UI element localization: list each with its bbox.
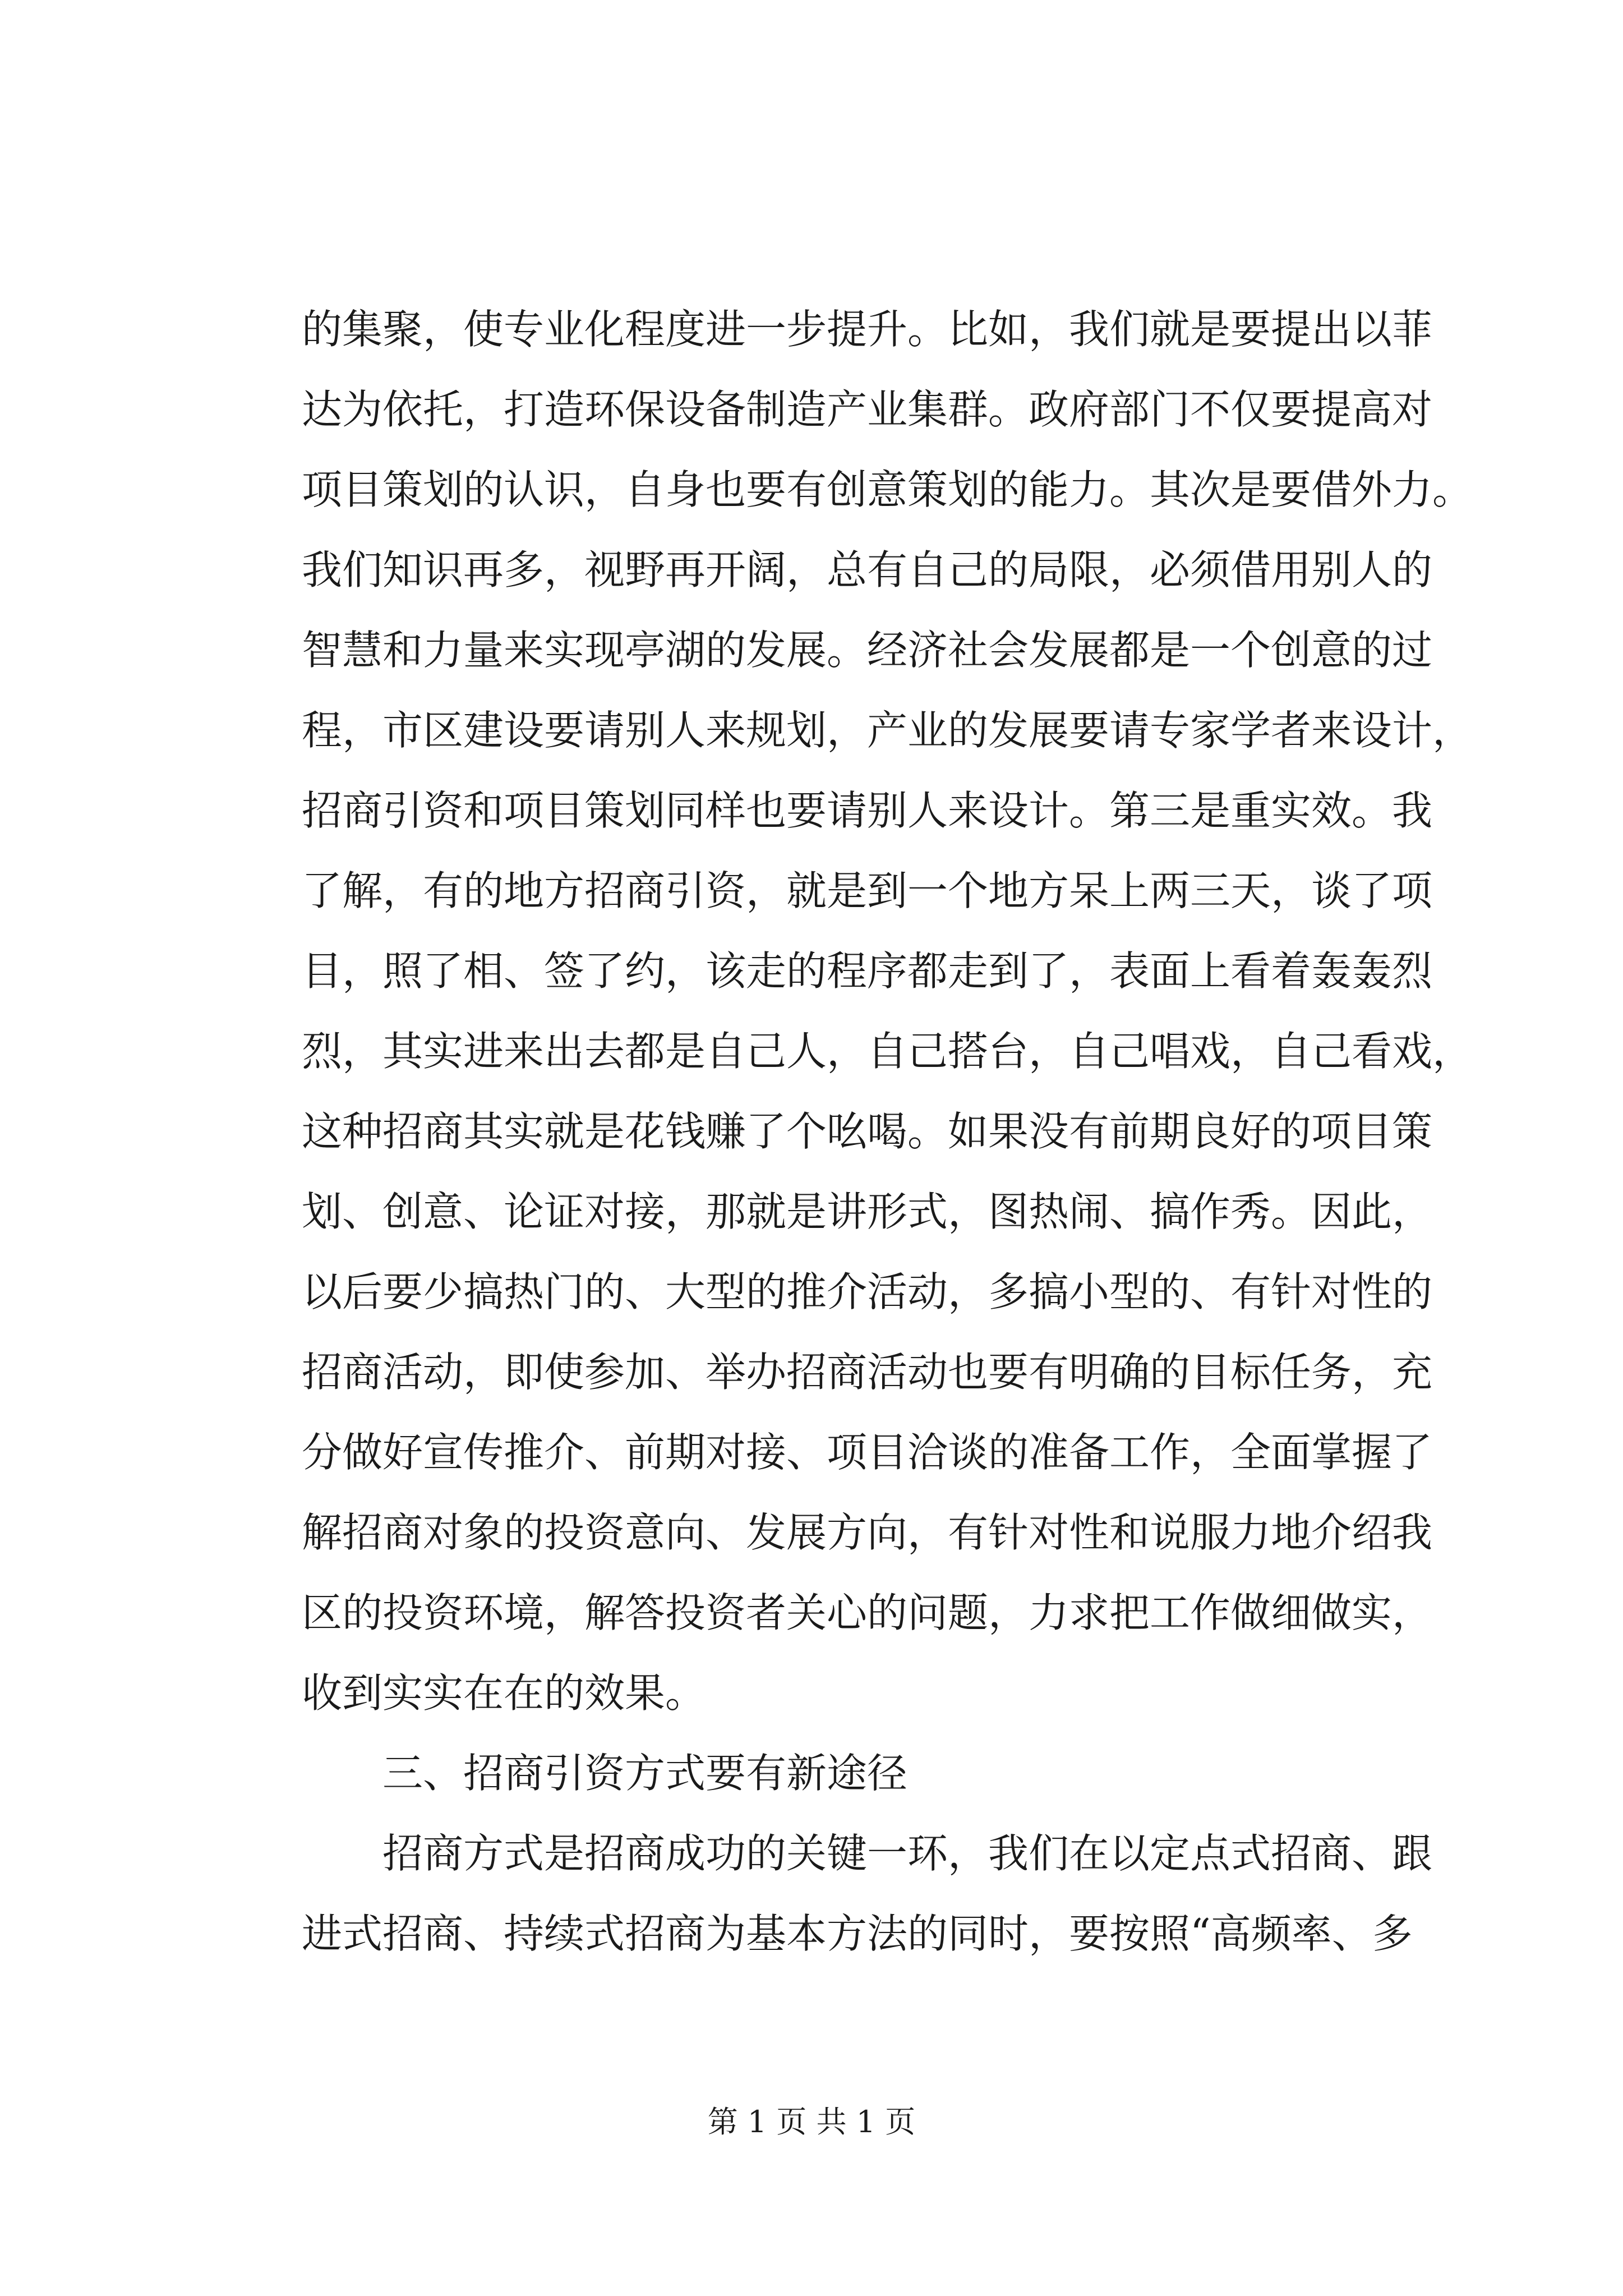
text-line-21: 进式招商、持续式招商为基本方法的同时，要按照“高频率、多 [302, 1910, 1413, 1957]
text-line-6: 程，市区建设要请别人来规划，产业的发展要请专家学者来设计， [302, 707, 1473, 754]
text-line-12: 划、创意、论证对接，那就是讲形式，图热闹、搞作秀。因此， [302, 1188, 1433, 1235]
text-line-11: 这种招商其实就是花钱赚了个吆喝。如果没有前期良好的项目策 [302, 1108, 1433, 1155]
text-line-9: 目，照了相、签了约，该走的程序都走到了，表面上看着轰轰烈 [302, 947, 1433, 995]
text-line-4: 我们知识再多，视野再开阔，总有自己的局限，必须借用别人的 [302, 546, 1433, 593]
section-heading: 三、招商引资方式要有新途径 [302, 1750, 908, 1797]
text-line-20: 招商方式是招商成功的关键一环，我们在以定点式招商、跟 [302, 1830, 1433, 1877]
text-line-17: 区的投资环境，解答投资者关心的问题，力求把工作做细做实， [302, 1589, 1433, 1636]
text-line-8: 了解，有的地方招商引资，就是到一个地方呆上两三天，谈了项 [302, 867, 1433, 914]
text-line-2: 达为依托，打造环保设备制造产业集群。政府部门不仅要提高对 [302, 386, 1433, 433]
text-line-10: 烈，其实进来出去都是自己人，自己搭台，自己唱戏，自己看戏， [302, 1028, 1473, 1075]
text-line-16: 解招商对象的投资意向、发展方向，有针对性和说服力地介绍我 [302, 1509, 1433, 1556]
text-line-1: 的集聚，使专业化程度进一步提升。比如，我们就是要提出以菲 [302, 306, 1433, 353]
page-footer: 第 1 页 共 1 页 [707, 2104, 916, 2139]
text-line-5: 智慧和力量来实现亭湖的发展。经济社会发展都是一个创意的过 [302, 627, 1433, 674]
text-line-13: 以后要少搞热门的、大型的推介活动，多搞小型的、有针对性的 [302, 1268, 1433, 1315]
text-line-18: 收到实实在在的效果。 [302, 1669, 706, 1717]
text-line-3: 项目策划的认识，自身也要有创意策划的能力。其次是要借外力。 [302, 466, 1473, 513]
text-line-14: 招商活动，即使参加、举办招商活动也要有明确的目标任务，充 [302, 1349, 1433, 1396]
text-line-15: 分做好宣传推介、前期对接、项目洽谈的准备工作，全面掌握了 [302, 1429, 1433, 1476]
text-line-7: 招商引资和项目策划同样也要请别人来设计。第三是重实效。我 [302, 787, 1433, 834]
body-text [302, 289, 1473, 1974]
